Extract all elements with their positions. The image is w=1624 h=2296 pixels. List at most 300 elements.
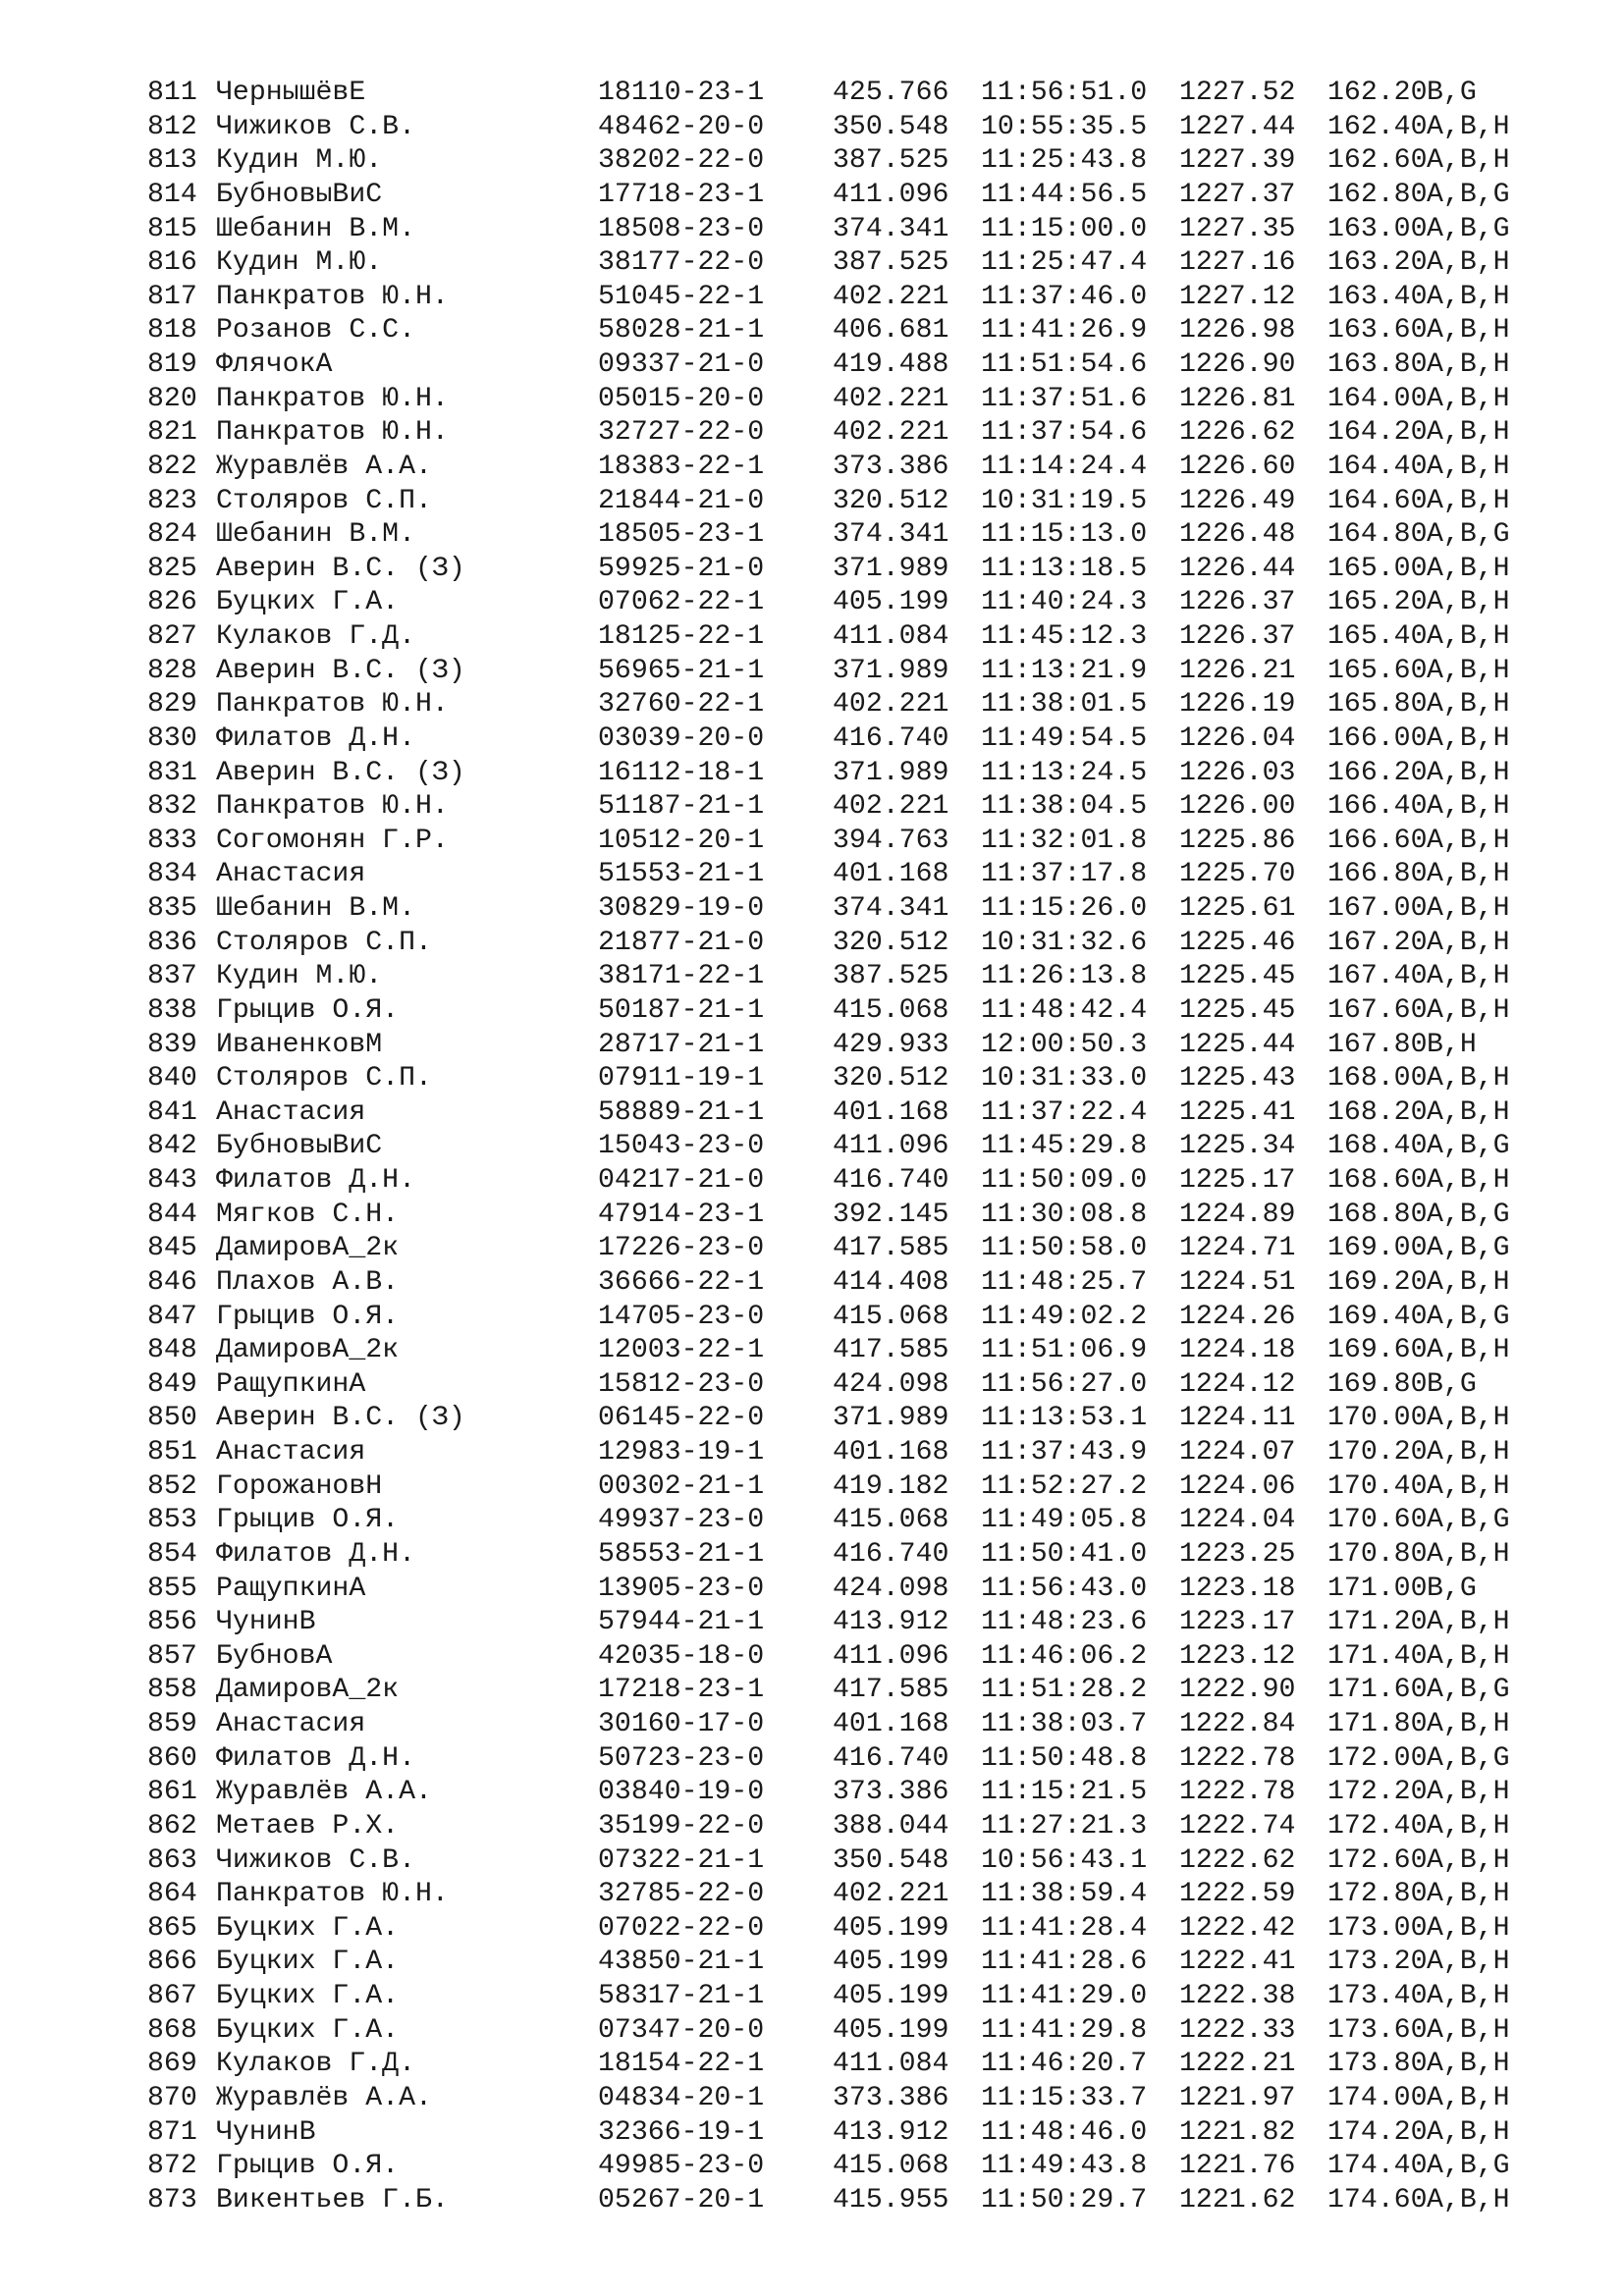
row-flags: A,B,G bbox=[1427, 179, 1510, 210]
row-id: 58889-21-1 bbox=[598, 1096, 765, 1128]
row-number: 856 bbox=[147, 1607, 197, 1638]
row-distance: 401.168 bbox=[833, 1437, 949, 1468]
row-flags: A,B,H bbox=[1427, 1777, 1510, 1808]
row-number: 836 bbox=[147, 927, 197, 958]
row-id: 49985-23-0 bbox=[598, 2151, 765, 2182]
row-distance: 416.740 bbox=[833, 722, 949, 754]
table-row bbox=[147, 927, 1542, 961]
row-name: Кудин М.Ю. bbox=[216, 145, 383, 177]
row-points: 169.80 bbox=[1327, 1368, 1428, 1400]
row-time: 10:31:33.0 bbox=[981, 1063, 1148, 1095]
row-flags: A,B,H bbox=[1427, 1981, 1510, 2011]
row-value: 1225.61 bbox=[1179, 893, 1296, 924]
row-distance: 371.989 bbox=[833, 553, 949, 584]
row-flags: B,G bbox=[1427, 1573, 1477, 1604]
row-name: Согомонян Г.Р. bbox=[216, 825, 449, 856]
row-flags: A,B,G bbox=[1427, 1505, 1510, 1536]
row-number: 826 bbox=[147, 587, 197, 618]
row-distance: 401.168 bbox=[833, 1709, 949, 1739]
row-id: 18508-23-0 bbox=[598, 213, 765, 244]
row-value: 1225.46 bbox=[1179, 927, 1296, 958]
row-time: 11:50:41.0 bbox=[981, 1538, 1148, 1570]
row-number: 846 bbox=[147, 1266, 197, 1298]
row-name: БубновыВиС bbox=[216, 179, 383, 210]
row-number: 843 bbox=[147, 1165, 197, 1196]
row-number: 821 bbox=[147, 417, 197, 449]
row-points: 171.20 bbox=[1327, 1607, 1428, 1638]
row-points: 173.80 bbox=[1327, 2049, 1428, 2080]
row-name: Метаев Р.Х. bbox=[216, 1810, 400, 1842]
row-distance: 413.912 bbox=[833, 2116, 949, 2148]
row-points: 164.40 bbox=[1327, 451, 1428, 482]
row-number: 819 bbox=[147, 349, 197, 380]
row-id: 32727-22-0 bbox=[598, 417, 765, 449]
row-distance: 402.221 bbox=[833, 689, 949, 721]
row-name: ДамировА_2к bbox=[216, 1675, 400, 1706]
row-distance: 402.221 bbox=[833, 383, 949, 414]
row-value: 1224.04 bbox=[1179, 1505, 1296, 1536]
row-flags: A,B,H bbox=[1427, 893, 1510, 924]
row-value: 1225.70 bbox=[1179, 859, 1296, 890]
row-number: 849 bbox=[147, 1368, 197, 1400]
table-row bbox=[147, 858, 1542, 892]
row-time: 11:46:06.2 bbox=[981, 1640, 1148, 1672]
row-flags: A,B,H bbox=[1427, 2116, 1510, 2148]
row-points: 174.20 bbox=[1327, 2116, 1428, 2148]
row-flags: A,B,H bbox=[1427, 247, 1510, 279]
table-row bbox=[147, 1470, 1542, 1505]
row-value: 1226.49 bbox=[1179, 485, 1296, 516]
row-value: 1225.86 bbox=[1179, 825, 1296, 856]
row-distance: 387.525 bbox=[833, 247, 949, 279]
row-id: 57944-21-1 bbox=[598, 1607, 765, 1638]
row-flags: A,B,H bbox=[1427, 417, 1510, 449]
row-name: ЧунинВ bbox=[216, 1607, 316, 1638]
row-number: 818 bbox=[147, 315, 197, 347]
row-value: 1222.90 bbox=[1179, 1675, 1296, 1706]
row-distance: 374.341 bbox=[833, 893, 949, 924]
row-number: 827 bbox=[147, 621, 197, 652]
row-id: 58553-21-1 bbox=[598, 1538, 765, 1570]
table-row bbox=[147, 1538, 1542, 1573]
table-row bbox=[147, 179, 1542, 213]
row-value: 1226.62 bbox=[1179, 417, 1296, 449]
row-id: 05015-20-0 bbox=[598, 383, 765, 414]
row-id: 09337-21-0 bbox=[598, 349, 765, 380]
row-number: 863 bbox=[147, 1844, 197, 1876]
row-points: 170.60 bbox=[1327, 1505, 1428, 1536]
row-value: 1226.03 bbox=[1179, 757, 1296, 788]
row-points: 167.40 bbox=[1327, 961, 1428, 992]
row-flags: A,B,G bbox=[1427, 213, 1510, 244]
row-points: 166.60 bbox=[1327, 825, 1428, 856]
row-value: 1224.07 bbox=[1179, 1437, 1296, 1468]
row-id: 10512-20-1 bbox=[598, 825, 765, 856]
row-flags: A,B,H bbox=[1427, 825, 1510, 856]
row-id: 00302-21-1 bbox=[598, 1470, 765, 1502]
row-name: Чижиков С.В. bbox=[216, 111, 415, 142]
row-id: 21877-21-0 bbox=[598, 927, 765, 958]
row-flags: A,B,H bbox=[1427, 315, 1510, 347]
row-points: 167.20 bbox=[1327, 927, 1428, 958]
row-value: 1227.12 bbox=[1179, 281, 1296, 312]
row-id: 12983-19-1 bbox=[598, 1437, 765, 1468]
row-number: 873 bbox=[147, 2184, 197, 2216]
row-flags: A,B,H bbox=[1427, 1912, 1510, 1944]
row-time: 11:26:13.8 bbox=[981, 961, 1148, 992]
row-time: 12:00:50.3 bbox=[981, 1029, 1148, 1060]
row-time: 11:48:25.7 bbox=[981, 1266, 1148, 1298]
row-name: Столяров С.П. bbox=[216, 927, 432, 958]
row-name: Шебанин В.М. bbox=[216, 519, 415, 551]
row-id: 58317-21-1 bbox=[598, 1981, 765, 2011]
table-row bbox=[147, 1266, 1542, 1301]
table-row bbox=[147, 111, 1542, 145]
table-row bbox=[147, 518, 1542, 553]
row-name: ЧернышёвЕ bbox=[216, 78, 366, 108]
row-id: 17718-23-1 bbox=[598, 179, 765, 210]
row-points: 163.60 bbox=[1327, 315, 1428, 347]
row-value: 1224.26 bbox=[1179, 1301, 1296, 1332]
row-id: 12003-22-1 bbox=[598, 1335, 765, 1366]
row-value: 1226.81 bbox=[1179, 383, 1296, 414]
row-time: 11:15:13.0 bbox=[981, 519, 1148, 551]
row-number: 813 bbox=[147, 145, 197, 177]
row-points: 165.00 bbox=[1327, 553, 1428, 584]
row-name: Буцких Г.А. bbox=[216, 1947, 400, 1978]
row-name: Аверин В.С. (З) bbox=[216, 655, 465, 686]
row-id: 18383-22-1 bbox=[598, 451, 765, 482]
row-number: 817 bbox=[147, 281, 197, 312]
row-value: 1222.78 bbox=[1179, 1777, 1296, 1808]
row-id: 32785-22-0 bbox=[598, 1879, 765, 1910]
row-flags: A,B,H bbox=[1427, 791, 1510, 823]
row-distance: 402.221 bbox=[833, 281, 949, 312]
table-row bbox=[147, 1674, 1542, 1708]
row-distance: 394.763 bbox=[833, 825, 949, 856]
row-name: Грыцив О.Я. bbox=[216, 1301, 400, 1332]
row-flags: A,B,H bbox=[1427, 1810, 1510, 1842]
row-points: 167.00 bbox=[1327, 893, 1428, 924]
row-points: 167.60 bbox=[1327, 994, 1428, 1026]
row-id: 15043-23-0 bbox=[598, 1131, 765, 1162]
row-points: 166.20 bbox=[1327, 757, 1428, 788]
row-distance: 405.199 bbox=[833, 1981, 949, 2011]
row-distance: 402.221 bbox=[833, 1879, 949, 1910]
row-time: 11:38:01.5 bbox=[981, 689, 1148, 721]
row-value: 1225.43 bbox=[1179, 1063, 1296, 1095]
row-id: 18505-23-1 bbox=[598, 519, 765, 551]
row-distance: 373.386 bbox=[833, 451, 949, 482]
row-points: 170.40 bbox=[1327, 1470, 1428, 1502]
row-value: 1221.62 bbox=[1179, 2184, 1296, 2216]
row-time: 11:49:05.8 bbox=[981, 1505, 1148, 1536]
row-time: 11:48:46.0 bbox=[981, 2116, 1148, 2148]
table-row bbox=[147, 1436, 1542, 1470]
row-value: 1223.25 bbox=[1179, 1538, 1296, 1570]
row-name: Чижиков С.В. bbox=[216, 1844, 415, 1876]
row-number: 815 bbox=[147, 213, 197, 244]
row-number: 838 bbox=[147, 994, 197, 1026]
row-points: 173.00 bbox=[1327, 1912, 1428, 1944]
row-points: 173.60 bbox=[1327, 2014, 1428, 2046]
row-name: Журавлёв А.А. bbox=[216, 2082, 432, 2113]
row-number: 847 bbox=[147, 1301, 197, 1332]
row-value: 1222.38 bbox=[1179, 1981, 1296, 2011]
table-row bbox=[147, 1334, 1542, 1368]
row-value: 1223.18 bbox=[1179, 1573, 1296, 1604]
row-number: 830 bbox=[147, 722, 197, 754]
row-value: 1226.44 bbox=[1179, 553, 1296, 584]
row-points: 174.60 bbox=[1327, 2184, 1428, 2216]
row-id: 51045-22-1 bbox=[598, 281, 765, 312]
row-id: 38177-22-0 bbox=[598, 247, 765, 279]
table-row bbox=[147, 1062, 1542, 1096]
row-number: 848 bbox=[147, 1335, 197, 1366]
row-name: Журавлёв А.А. bbox=[216, 1777, 432, 1808]
row-points: 163.00 bbox=[1327, 213, 1428, 244]
row-name: Мягков С.Н. bbox=[216, 1199, 400, 1230]
row-time: 11:50:09.0 bbox=[981, 1165, 1148, 1196]
row-flags: A,B,H bbox=[1427, 1165, 1510, 1196]
row-time: 11:48:23.6 bbox=[981, 1607, 1148, 1638]
row-value: 1226.98 bbox=[1179, 315, 1296, 347]
table-row bbox=[147, 620, 1542, 655]
row-id: 18110-23-1 bbox=[598, 78, 765, 108]
row-name: Панкратов Ю.Н. bbox=[216, 281, 449, 312]
row-time: 10:56:43.1 bbox=[981, 1844, 1148, 1876]
row-time: 11:38:03.7 bbox=[981, 1709, 1148, 1739]
table-row bbox=[147, 1504, 1542, 1538]
row-distance: 373.386 bbox=[833, 2082, 949, 2113]
row-points: 168.60 bbox=[1327, 1165, 1428, 1196]
row-flags: A,B,H bbox=[1427, 1470, 1510, 1502]
row-name: РащупкинА bbox=[216, 1573, 366, 1604]
row-id: 36666-22-1 bbox=[598, 1266, 765, 1298]
table-row bbox=[147, 451, 1542, 485]
row-points: 168.80 bbox=[1327, 1199, 1428, 1230]
row-distance: 387.525 bbox=[833, 961, 949, 992]
row-value: 1222.33 bbox=[1179, 2014, 1296, 2046]
row-points: 171.40 bbox=[1327, 1640, 1428, 1672]
row-id: 03039-20-0 bbox=[598, 722, 765, 754]
row-time: 11:15:26.0 bbox=[981, 893, 1148, 924]
table-row bbox=[147, 1368, 1542, 1403]
row-time: 11:56:51.0 bbox=[981, 78, 1148, 108]
row-distance: 416.740 bbox=[833, 1538, 949, 1570]
row-flags: A,B,H bbox=[1427, 451, 1510, 482]
row-id: 18125-22-1 bbox=[598, 621, 765, 652]
table-row bbox=[147, 1844, 1542, 1879]
row-name: Столяров С.П. bbox=[216, 1063, 432, 1095]
row-number: 832 bbox=[147, 791, 197, 823]
row-points: 173.20 bbox=[1327, 1947, 1428, 1978]
row-time: 11:37:46.0 bbox=[981, 281, 1148, 312]
row-time: 11:41:26.9 bbox=[981, 315, 1148, 347]
table-row bbox=[147, 960, 1542, 994]
table-row bbox=[147, 1164, 1542, 1199]
row-time: 11:49:02.2 bbox=[981, 1301, 1148, 1332]
row-value: 1224.71 bbox=[1179, 1233, 1296, 1264]
row-distance: 416.740 bbox=[833, 1165, 949, 1196]
row-id: 28717-21-1 bbox=[598, 1029, 765, 1060]
row-distance: 417.585 bbox=[833, 1675, 949, 1706]
row-points: 165.80 bbox=[1327, 689, 1428, 721]
row-id: 30160-17-0 bbox=[598, 1709, 765, 1739]
table-row bbox=[147, 994, 1542, 1029]
row-name: Буцких Г.А. bbox=[216, 2014, 400, 2046]
row-number: 814 bbox=[147, 179, 197, 210]
row-distance: 413.912 bbox=[833, 1607, 949, 1638]
row-time: 11:51:06.9 bbox=[981, 1335, 1148, 1366]
row-distance: 411.096 bbox=[833, 1131, 949, 1162]
row-distance: 415.068 bbox=[833, 1505, 949, 1536]
row-number: 852 bbox=[147, 1470, 197, 1502]
row-distance: 350.548 bbox=[833, 111, 949, 142]
row-time: 11:32:01.8 bbox=[981, 825, 1148, 856]
row-flags: B,G bbox=[1427, 78, 1477, 108]
table-row bbox=[147, 314, 1542, 348]
row-flags: A,B,G bbox=[1427, 2151, 1510, 2182]
row-id: 16112-18-1 bbox=[598, 757, 765, 788]
row-points: 168.20 bbox=[1327, 1096, 1428, 1128]
table-row bbox=[147, 1912, 1542, 1947]
row-id: 50187-21-1 bbox=[598, 994, 765, 1026]
row-name: Викентьев Г.Б. bbox=[216, 2184, 449, 2216]
row-id: 04217-21-0 bbox=[598, 1165, 765, 1196]
table-row bbox=[147, 1096, 1542, 1131]
row-distance: 424.098 bbox=[833, 1573, 949, 1604]
row-id: 15812-23-0 bbox=[598, 1368, 765, 1400]
row-number: 869 bbox=[147, 2049, 197, 2080]
row-name: Филатов Д.Н. bbox=[216, 1538, 415, 1570]
table-row bbox=[147, 2048, 1542, 2082]
row-flags: A,B,H bbox=[1427, 621, 1510, 652]
row-flags: A,B,H bbox=[1427, 2184, 1510, 2216]
row-number: 850 bbox=[147, 1403, 197, 1434]
row-number: 861 bbox=[147, 1777, 197, 1808]
row-distance: 425.766 bbox=[833, 78, 949, 108]
row-id: 51187-21-1 bbox=[598, 791, 765, 823]
row-value: 1222.74 bbox=[1179, 1810, 1296, 1842]
row-points: 170.80 bbox=[1327, 1538, 1428, 1570]
row-number: 864 bbox=[147, 1879, 197, 1910]
row-distance: 405.199 bbox=[833, 587, 949, 618]
row-time: 11:37:51.6 bbox=[981, 383, 1148, 414]
row-id: 38202-22-0 bbox=[598, 145, 765, 177]
row-name: Анастасия bbox=[216, 1709, 366, 1739]
row-value: 1223.12 bbox=[1179, 1640, 1296, 1672]
row-distance: 406.681 bbox=[833, 315, 949, 347]
table-row bbox=[147, 485, 1542, 519]
row-value: 1226.37 bbox=[1179, 587, 1296, 618]
row-flags: A,B,G bbox=[1427, 1199, 1510, 1230]
table-row bbox=[147, 1301, 1542, 1335]
row-distance: 392.145 bbox=[833, 1199, 949, 1230]
row-points: 172.60 bbox=[1327, 1844, 1428, 1876]
row-value: 1226.19 bbox=[1179, 689, 1296, 721]
table-row bbox=[147, 1980, 1542, 2014]
row-points: 162.40 bbox=[1327, 111, 1428, 142]
row-value: 1221.76 bbox=[1179, 2151, 1296, 2182]
row-id: 35199-22-0 bbox=[598, 1810, 765, 1842]
row-points: 169.00 bbox=[1327, 1233, 1428, 1264]
row-points: 164.20 bbox=[1327, 417, 1428, 449]
row-time: 11:56:43.0 bbox=[981, 1573, 1148, 1604]
row-flags: A,B,H bbox=[1427, 994, 1510, 1026]
row-points: 174.40 bbox=[1327, 2151, 1428, 2182]
row-id: 32760-22-1 bbox=[598, 689, 765, 721]
row-name: ФлячокА bbox=[216, 349, 333, 380]
row-points: 169.20 bbox=[1327, 1266, 1428, 1298]
row-time: 11:44:56.5 bbox=[981, 179, 1148, 210]
row-points: 169.60 bbox=[1327, 1335, 1428, 1366]
row-distance: 402.221 bbox=[833, 791, 949, 823]
row-number: 831 bbox=[147, 757, 197, 788]
row-number: 840 bbox=[147, 1063, 197, 1095]
results-list bbox=[147, 77, 1542, 2217]
table-row bbox=[147, 1402, 1542, 1436]
row-points: 162.20 bbox=[1327, 78, 1428, 108]
row-flags: A,B,H bbox=[1427, 655, 1510, 686]
row-points: 165.20 bbox=[1327, 587, 1428, 618]
table-row bbox=[147, 2184, 1542, 2218]
row-number: 845 bbox=[147, 1233, 197, 1264]
row-time: 11:48:42.4 bbox=[981, 994, 1148, 1026]
row-points: 171.80 bbox=[1327, 1709, 1428, 1739]
row-flags: A,B,H bbox=[1427, 859, 1510, 890]
row-flags: A,B,H bbox=[1427, 722, 1510, 754]
row-name: БубновА bbox=[216, 1640, 333, 1672]
row-number: 822 bbox=[147, 451, 197, 482]
row-points: 165.40 bbox=[1327, 621, 1428, 652]
row-value: 1227.16 bbox=[1179, 247, 1296, 279]
row-number: 825 bbox=[147, 553, 197, 584]
row-value: 1226.60 bbox=[1179, 451, 1296, 482]
row-value: 1224.11 bbox=[1179, 1403, 1296, 1434]
table-row bbox=[147, 825, 1542, 859]
row-value: 1224.89 bbox=[1179, 1199, 1296, 1230]
row-distance: 416.740 bbox=[833, 1742, 949, 1774]
row-name: Буцких Г.А. bbox=[216, 587, 400, 618]
row-time: 11:40:24.3 bbox=[981, 587, 1148, 618]
row-time: 11:37:17.8 bbox=[981, 859, 1148, 890]
row-flags: A,B,H bbox=[1427, 145, 1510, 177]
row-time: 11:50:58.0 bbox=[981, 1233, 1148, 1264]
row-distance: 417.585 bbox=[833, 1233, 949, 1264]
table-row bbox=[147, 383, 1542, 417]
row-time: 11:15:33.7 bbox=[981, 2082, 1148, 2113]
table-row bbox=[147, 1810, 1542, 1844]
row-number: 870 bbox=[147, 2082, 197, 2113]
row-value: 1227.52 bbox=[1179, 78, 1296, 108]
row-value: 1226.00 bbox=[1179, 791, 1296, 823]
row-value: 1222.42 bbox=[1179, 1912, 1296, 1944]
row-value: 1221.97 bbox=[1179, 2082, 1296, 2113]
row-points: 164.00 bbox=[1327, 383, 1428, 414]
table-row bbox=[147, 77, 1542, 111]
row-number: 872 bbox=[147, 2151, 197, 2182]
row-value: 1224.18 bbox=[1179, 1335, 1296, 1366]
row-name: Аверин В.С. (З) bbox=[216, 553, 465, 584]
row-time: 11:37:43.9 bbox=[981, 1437, 1148, 1468]
table-row bbox=[147, 688, 1542, 722]
row-id: 59925-21-0 bbox=[598, 553, 765, 584]
row-value: 1223.17 bbox=[1179, 1607, 1296, 1638]
row-points: 166.00 bbox=[1327, 722, 1428, 754]
row-flags: A,B,H bbox=[1427, 1335, 1510, 1366]
row-value: 1222.41 bbox=[1179, 1947, 1296, 1978]
